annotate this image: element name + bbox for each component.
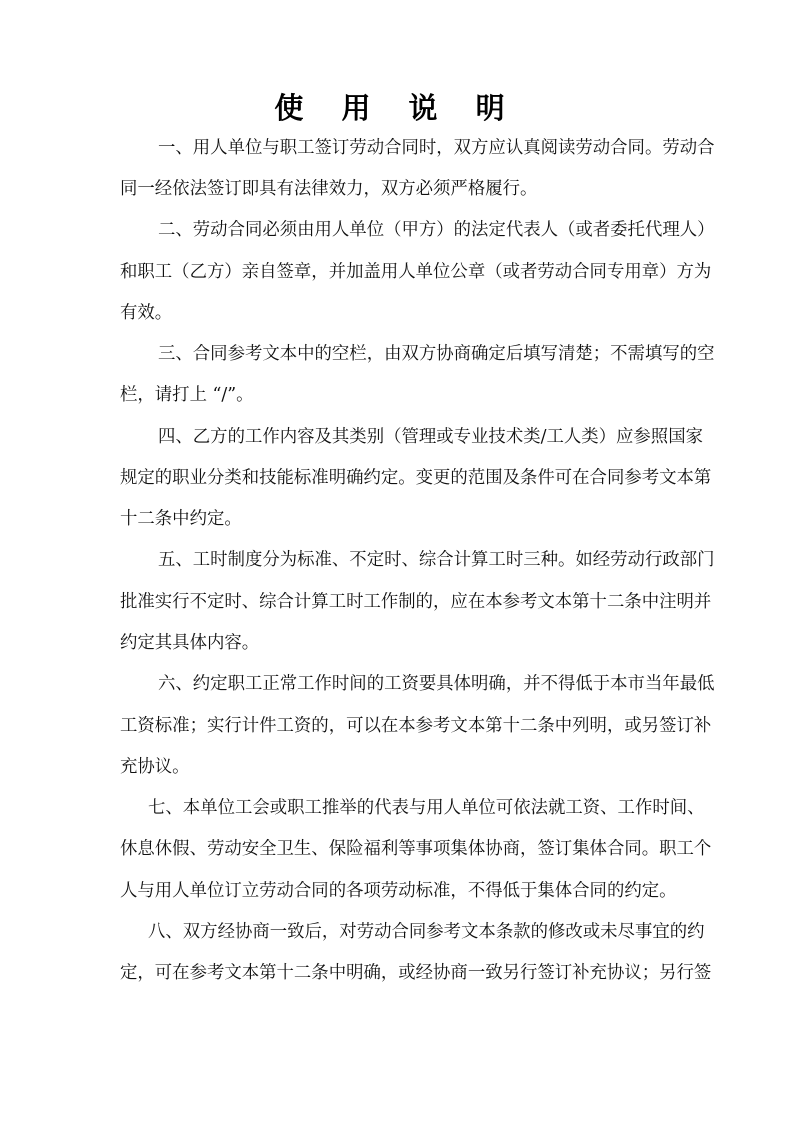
paragraph-4-line-1: 四、乙方的工作内容及其类别（管理或专业技术类/工人类）应参照国家	[158, 427, 703, 447]
paragraph-4-line-2: 规定的职业分类和技能标准明确约定。变更的范围及条件可在合同参考文本第	[120, 468, 712, 488]
paragraph-8-line-1: 八、双方经协商一致后，对劳动合同参考文本条款的修改或未尽事宜的约	[148, 922, 705, 942]
paragraph-2-line-2: 和职工（乙方）亲自签章，并加盖用人单位公章（或者劳动合同专用章）方为	[120, 262, 712, 282]
page-title: 使 用 说 明	[274, 91, 519, 125]
paragraph-7-line-2: 休息休假、劳动安全卫生、保险福利等事项集体协商，签订集体合同。职工个	[120, 839, 712, 859]
paragraph-8-line-2: 定，可在参考文本第十二条中明确，或经协商一致另行签订补充协议；另行签	[120, 963, 712, 983]
paragraph-3-line-1: 三、合同参考文本中的空栏，由双方协商确定后填写清楚；不需填写的空	[158, 344, 715, 364]
paragraph-1-line-2: 同一经依法签订即具有法律效力，双方必须严格履行。	[120, 179, 538, 199]
paragraph-1-line-1: 一、用人单位与职工签订劳动合同时，双方应认真阅读劳动合同。劳动合	[158, 138, 715, 158]
paragraph-7-line-3: 人与用人单位订立劳动合同的各项劳动标准，不得低于集体合同的约定。	[120, 881, 677, 901]
paragraph-7-line-1: 七、本单位工会或职工推举的代表与用人单位可依法就工资、工作时间、	[148, 798, 705, 818]
paragraph-6-line-2: 工资标准；实行计件工资的，可以在本参考文本第十二条中列明，或另签订补	[120, 716, 712, 736]
paragraph-3-line-2: 栏，请打上 “/”。	[120, 385, 254, 405]
paragraph-5-line-1: 五、工时制度分为标准、不定时、综合计算工时三种。如经劳动行政部门	[158, 550, 715, 570]
paragraph-2-line-3: 有效。	[120, 303, 173, 323]
paragraph-5-line-3: 约定其具体内容。	[120, 633, 260, 653]
paragraph-6-line-1: 六、约定职工正常工作时间的工资要具体明确，并不得低于本市当年最低	[158, 674, 715, 694]
paragraph-2-line-1: 二、劳动合同必须由用人单位（甲方）的法定代表人（或者委托代理人）	[158, 220, 715, 240]
paragraph-5-line-2: 批准实行不定时、综合计算工时工作制的，应在本参考文本第十二条中注明并	[120, 592, 712, 612]
paragraph-6-line-3: 充协议。	[120, 757, 190, 777]
paragraph-4-line-3: 十二条中约定。	[120, 509, 242, 529]
